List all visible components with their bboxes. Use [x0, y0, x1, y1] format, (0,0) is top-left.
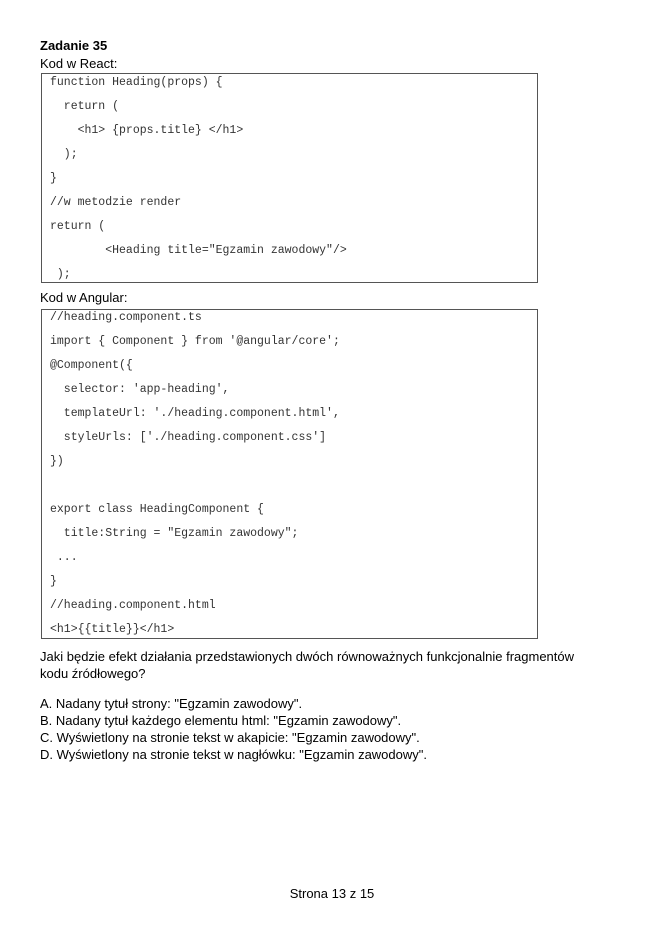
code-line: templateUrl: './heading.component.html', [50, 407, 340, 420]
code-line: return ( [50, 100, 120, 113]
code-line: //w metodzie render [50, 196, 182, 209]
code-line: selector: 'app-heading', [50, 383, 230, 396]
code-line: function Heading(props) { [50, 76, 223, 89]
answer-option-b: B. Nadany tytuł każdego elementu html: "Egzamin zawodowy". [40, 713, 402, 728]
task-title: Zadanie 35 [40, 38, 108, 53]
code-line: //heading.component.ts [50, 311, 202, 324]
code-line: ... [50, 551, 78, 564]
code-line: ); [50, 268, 71, 281]
code-line: <h1> {props.title} </h1> [50, 124, 244, 137]
angular-code-box [41, 309, 538, 639]
react-section-label: Kod w React: [40, 56, 118, 71]
code-line: ); [50, 148, 78, 161]
code-line: @Component({ [50, 359, 133, 372]
code-line: <Heading title="Egzamin zawodowy"/> [50, 244, 347, 257]
angular-section-label: Kod w Angular: [40, 290, 128, 305]
answer-option-a: A. Nadany tytuł strony: "Egzamin zawodowy". [40, 696, 303, 711]
code-line: <h1>{{title}}</h1> [50, 623, 175, 636]
code-line: }) [50, 455, 64, 468]
code-line: import { Component } from '@angular/core'; [50, 335, 340, 348]
code-line: //heading.component.html [50, 599, 216, 612]
code-line: } [50, 575, 57, 588]
code-line: title:String = "Egzamin zawodowy"; [50, 527, 299, 540]
answer-option-c: C. Wyświetlony na stronie tekst w akapicie: "Egzamin zawodowy". [40, 730, 420, 745]
code-line: } [50, 172, 57, 185]
code-line: return ( [50, 220, 106, 233]
code-line: export class HeadingComponent { [50, 503, 264, 516]
react-code-box [41, 73, 538, 283]
answer-option-d: D. Wyświetlony na stronie tekst w nagłówku: "Egzamin zawodowy". [40, 747, 427, 762]
question-text: Jaki będzie efekt działania przedstawionych dwóch równoważnych funkcjonalnie fragmentów kodu źródłowego? [40, 649, 575, 681]
page-number: Strona 13 z 15 [289, 886, 375, 901]
code-line: styleUrls: ['./heading.component.css'] [50, 431, 327, 444]
